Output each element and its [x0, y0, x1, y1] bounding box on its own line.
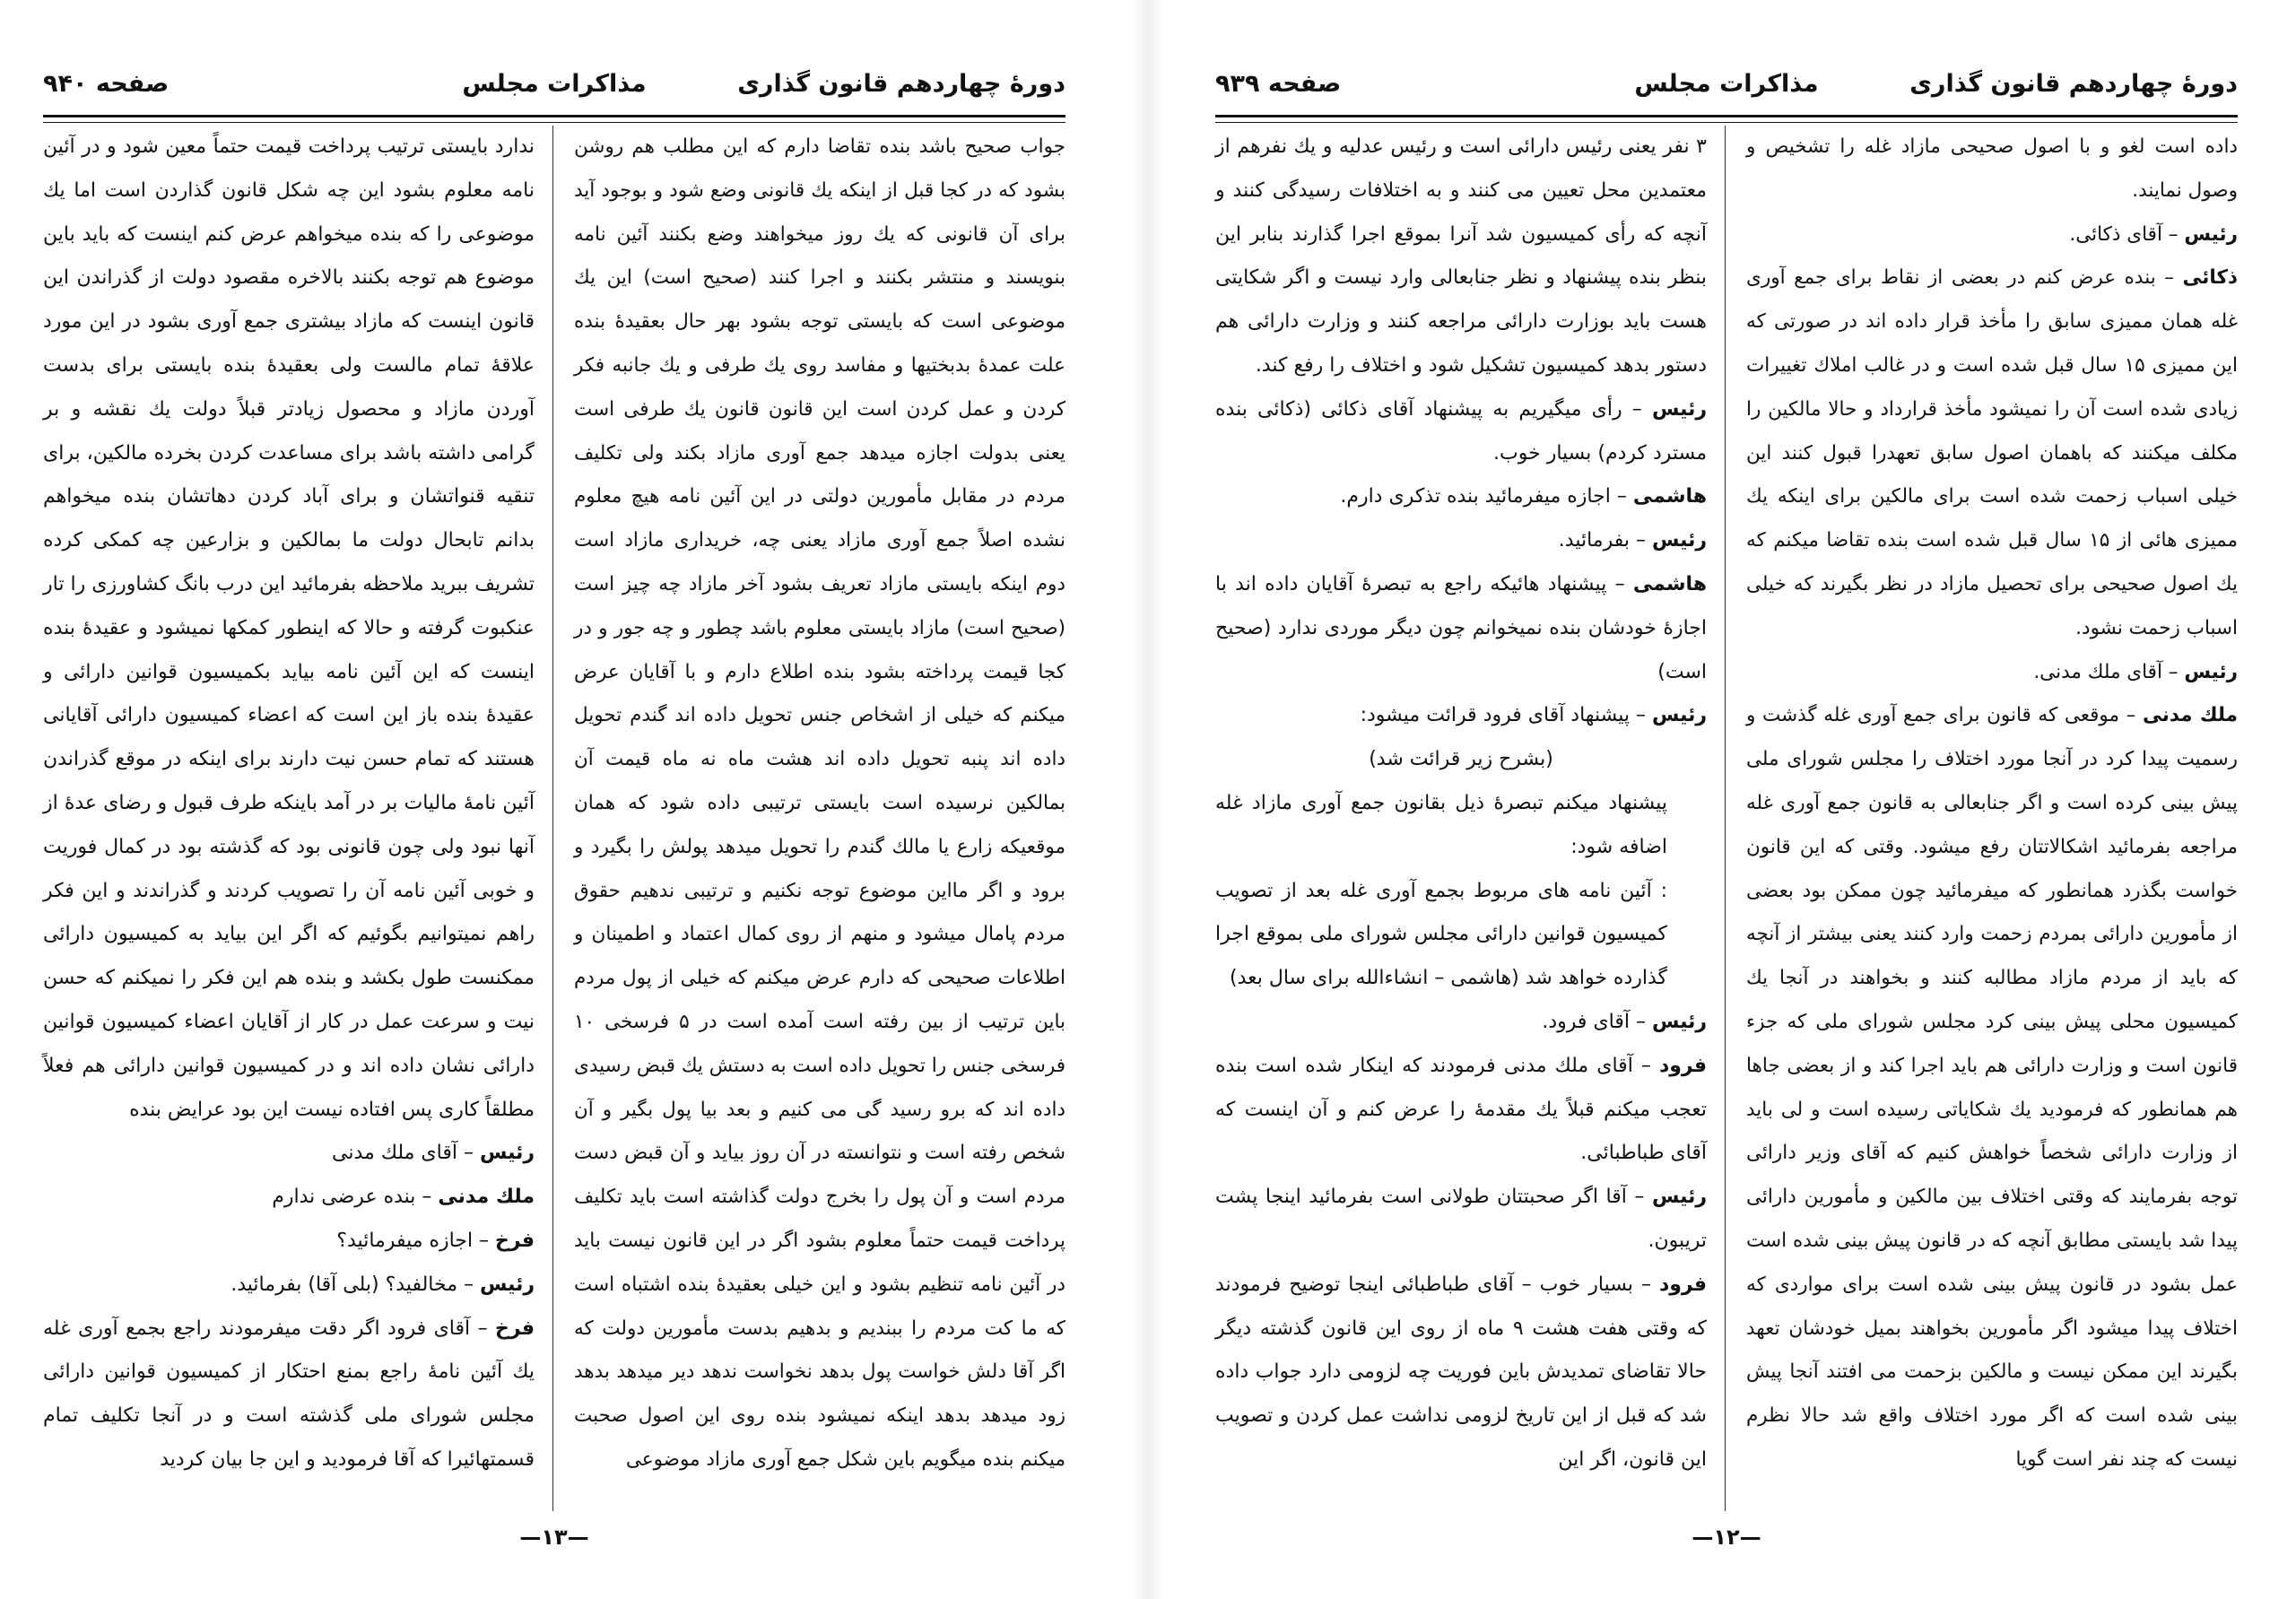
paragraph-text: – آقای ذکائی.: [2069, 222, 2179, 246]
paragraph-text: – آقای فرود.: [1542, 1010, 1646, 1033]
header-rule: [43, 115, 1065, 117]
paragraph-text: – آقای فرود اگر دقت میفرمودند راجع بجمع آوری غله یك آئین نامۀ راجع بمنع احتکار از کمیسیون قوانین دارائی مجلس شورای ملی گذشته است و در آنجا تکلیف تمام قسمتهائیرا که آقا فرمودید و این جا بیان کردید: [43, 1317, 535, 1471]
paragraph-text: – پیشنهاد هائیکه راجع به تبصرۀ آقایان داده اند با اجازۀ خودشان بنده نمیخوانم چون دیگر موردی ندارد (صحیح است): [1215, 572, 1707, 683]
speaker-name: رئیس: [479, 1273, 535, 1296]
header-rule-thin: [1215, 122, 2238, 123]
speaker-name: رئیس: [2184, 222, 2238, 246]
speaker-name: فرخ: [495, 1229, 535, 1252]
column-divider: [1725, 126, 1726, 1511]
speaker-name: هاشمی: [1632, 485, 1707, 508]
paragraph: [1215, 126, 1707, 388]
paragraph: [1215, 1264, 1707, 1482]
paragraph: [43, 1264, 535, 1308]
speaker-name: رئیس: [479, 1142, 535, 1165]
header-rule: [1215, 115, 2238, 117]
speaker-name: رئیس: [1651, 1010, 1707, 1033]
paragraph-text: ندارد بایستی ترتیب پرداخت قیمت حتماً معین شود و در آئین نامه معلوم بشود این چه شکل قانون گذاردن است اما یك موضوعی را که بنده میخواهم عرض کنم اینست که باید باین موضوع هم توجه بکنند بالاخره مقصود دولت از گذراندن این قانون اینست که مازاد بیشتری جمع آوری بشود در این مورد علاقۀ تمام مالست ولی بعقیدۀ بنده بایستی برای بدست آوردن مازاد و محصول زیادتر قبلاً دولت یك نقشه و بر گرامی داشته باشد برای مساعدت کردن بخرده مالکین، برای تنقیه قنواتشان و برای آباد کردن دهاتشان بنده میخواهم بدانم تابحال دولت ما بمالکین و بزارعین چه کمکی کرده تشریف ببرید ملاحظه بفرمائید این درب بانگ کشاورزی را تار عنکبوت گرفته و حالا که اینطور کمکها نمیشود و عقیدۀ بنده اینست که این آئین نامه بیاید بکمیسیون قوانین دارائی و عقیدۀ بنده باز این است که اعضاء کمیسیون دارائی آقایانی هستند که تمام حسن نیت دارند برای اینکه در موقع گذراندن آئین نامۀ مالیات بر در آمد باینکه طرف قبول و رضای عدۀ از آنها نبود ولی چون قانونی بود که گذشته بود در کمال فوریت و خوبی آئین نامه آن را تصویب کردند و گذراندند و این فکر راهم نمیتوانیم بگوئیم که اگر این بیاید به کمیسیون دارائی ممکنست طول بکشد و بنده هم این فکر را نمیکنم که حسن نیت و سرعت عمل در کار از آقایان اعضاء کمیسیون قوانین دارائی نشان داده اند و در کمیسیون قوانین دارائی هم فعلاً مطلقاً کاری پس افتاده نیست این بود عرایض بنده: [43, 135, 535, 1121]
paragraph-text: – مخالفید؟ (بلی آقا) بفرمائید.: [230, 1273, 474, 1296]
speaker-name: رئیس: [2184, 660, 2238, 683]
speaker-name: فرخ: [495, 1317, 535, 1340]
folio-number: —۱۳—: [519, 1525, 589, 1550]
paragraph: [1215, 1001, 1707, 1045]
paragraph: [1215, 475, 1707, 519]
paragraph-text: – بسیار خوب – آقای طباطبائی اینجا توضیح فرمودند که وقتی هفت هشت ۹ ماه از روی این قانون گذشته دیگر حالا تقاضای تمدیدش باین فوریت چه لزومی دارد جواب داده شد که قبل از این تاریخ لزومی نداشت عمل کردن و تصویب این قانون، اگر این: [1215, 1273, 1707, 1471]
page-header: [43, 70, 1065, 129]
paragraph-text: – بنده عرضی ندارم: [272, 1186, 432, 1209]
paragraph: [574, 126, 1065, 1482]
header-rule-thin: [43, 122, 1065, 123]
text-column-right: [1746, 126, 2238, 1511]
paragraph-text: – اجازه میفرمائید بنده تذکری دارم.: [1340, 485, 1627, 508]
book-gutter: [1133, 0, 1163, 1599]
paragraph-text: – آقا اگر صحبتتان طولانی است بفرمائید اینجا پشت تریبون.: [1215, 1186, 1707, 1252]
paragraph: [1215, 870, 1707, 1001]
header-session: دورۀ چهاردهم قانون گذاری: [1909, 70, 2238, 98]
column-divider: [552, 126, 553, 1511]
page-940: [43, 54, 1065, 1578]
paragraph: [1746, 213, 2238, 257]
paragraph: [43, 1176, 535, 1220]
folio-number: —۱۲—: [1692, 1525, 1761, 1550]
paragraph: [1215, 388, 1707, 476]
paragraph-text: : آئین نامه های مربوط بجمع آوری غله بعد از تصویب کمیسیون قوانین دارائی مجلس شورای ملی بموقع اجرا گذارده خواهد شد (هاشمی – انشاءالله برای سال بعد): [1215, 879, 1667, 990]
page-939: [1215, 54, 2238, 1578]
paragraph: [1215, 738, 1707, 782]
paragraph: [1215, 782, 1707, 870]
paragraph: [43, 126, 535, 1132]
speaker-name: ذکائی: [2182, 266, 2238, 290]
speaker-name: رئیس: [1651, 397, 1707, 421]
paragraph: [43, 1308, 535, 1482]
text-column-left: [1215, 126, 1707, 1511]
paragraph-text: – پیشنهاد آقای فرود قرائت میشود:: [1360, 704, 1646, 727]
paragraph: [1746, 256, 2238, 650]
header-title: مذاکرات مجلس: [462, 70, 647, 98]
paragraph: [1215, 694, 1707, 738]
speaker-name: رئیس: [1651, 529, 1707, 552]
paragraph-text: – آقای ملك مدنی فرمودند که اینکار شده است بنده تعجب میکنم قبلاً یك مقدمۀ را عرض کنم و آن اینست که آقای طباطبائی.: [1215, 1054, 1707, 1165]
paragraph: [1746, 651, 2238, 695]
speaker-name: فرود: [1658, 1273, 1707, 1296]
paragraph-text: پیشنهاد میکنم تبصرۀ ذیل بقانون جمع آوری مازاد غله اضافه شود:: [1215, 791, 1667, 858]
paragraph-text: – اجازه میفرمائید؟: [336, 1229, 490, 1252]
paragraph-text: جواب صحیح باشد بنده تقاضا دارم که این مطلب هم روشن بشود که در کجا قبل از اینکه یك قانونی وضع شود و بوجود آید برای آن قانونی که یك روز میخواهند وضع بکنند آئین نامه بنویسند و منتشر بکنند و اجرا کنند (صحیح است) این یك موضوعی است که بایستی توجه بشود بهر حال بعقیدۀ بنده علت عمدۀ بدبختیها و مفاسد روی یك طرفی و یك جانبه فکر کردن و عمل کردن است این قانون قانون یك طرفی است یعنی بدولت اجازه میدهد جمع آوری مازاد بکند ولی تکلیف مردم در مقابل مأمورین دولتی در این آئین نامه هیچ معلوم نشده اصلاً جمع آوری مازاد یعنی چه، خریداری مازاد است دوم اینکه بایستی مازاد تعریف بشود آخر مازاد چه چیز است (صحیح است) مازاد بایستی معلوم باشد چطور و چه جور و در کجا قیمت پرداخته بشود بنده اطلاع دارم و با آقایان عرض میکنم که خیلی از اشخاص جنس تحویل داده اند گندم تحویل داده اند پنبه تحویل داده اند هشت ماه نه ماه قیمت آن بمالکین نرسیده است بایستی ترتیبی داده شود که همان موقعیکه زارع یا مالك گندم را تحویل میدهد پولش را بگیرد و برود و اگر مااین موضوع توجه نکنیم و ترتیبی ندهیم حقوق مردم پامال میشود و منهم از روی کمال اعتماد و اطمینان و اطلاعات صحیحی که دارم عرض میکنم که خیلی از پول مردم باین ترتیب از بین رفته است آمده است در ۵ فرسخی ۱۰ فرسخی جنس را تحویل داده است به دستش یك قبض رسیدی داده اند که برو رسید گی می کنیم و بعد بیا پول بگیر و آن شخص رفته است و نتوانسته در آن روز بیاید و آن قبض دست مردم است و آن پول را بخرج دولت گذاشته است باید تکلیف پرداخت قیمت حتماً معلوم بشود اگر در این قانون نیست باید در آئین نامه تنظیم بشود و این خیلی بعقیدۀ بنده اشتباه است که ما کت مردم را ببندیم و بدهیم بدست مأمورین دولت که اگر آقا دلش خواست پول بدهد نخواست ندهد دیر میدهد بدهد زود میدهد بدهد اینکه نمیشود بنده روی این اصول صحبت میکنم بنده میگویم باین شکل جمع آوری مازاد موضوعی: [574, 135, 1065, 1471]
paragraph: [1215, 519, 1707, 563]
page-header: [1215, 70, 2238, 129]
speaker-name: فرود: [1658, 1054, 1707, 1077]
text-column-right: [574, 126, 1065, 1511]
paragraph: [1215, 1176, 1707, 1264]
paragraph-text: (بشرح زیر قرائت شد): [1369, 748, 1553, 771]
speaker-name: هاشمی: [1632, 572, 1707, 595]
paragraph-text: – بنده عرض کنم در بعضی از نقاط برای جمع آوری غله همان ممیزی سابق را مأخذ قرار داده اند در صورتی که این ممیزی ۱۵ سال قبل شده است و در غالب املاك تغییرات زیادی شده است آن را نمیشود مأخذ قرارداد و حالا مالکین را مکلف میکنند که باهمان اصول سابق تعهدرا قبول کنند این خیلی اسباب زحمت شده است برای مالکین برای اینکه یك ممیزی هائی از ۱۵ سال قبل شده است بنده تقاضا میکنم که یك اصول صحیحی برای تحصیل مازاد در نظر بگیرند که خیلی اسباب زحمت نشود.: [1746, 266, 2239, 639]
speaker-name: ملك مدنی: [438, 1186, 535, 1209]
paragraph-text: – رأی میگیریم به پیشنهاد آقای ذکائی (ذکائی بنده مسترد کردم) بسیار خوب.: [1215, 397, 1707, 465]
paragraph: [1746, 694, 2238, 1482]
paragraph-text: – آقای ملك مدنی.: [2033, 660, 2179, 683]
paragraph-text: – بفرمائید.: [1558, 529, 1646, 552]
speaker-name: رئیس: [1651, 1186, 1707, 1209]
text-column-left: [43, 126, 535, 1511]
paragraph: [43, 1220, 535, 1264]
paragraph: [43, 1132, 535, 1176]
header-session: دورۀ چهاردهم قانون گذاری: [737, 70, 1065, 98]
header-title: مذاکرات مجلس: [1634, 70, 1819, 98]
paragraph: [1215, 1045, 1707, 1176]
paragraph: [1746, 126, 2238, 213]
header-page-number: صفحه ۹۴۰: [43, 70, 170, 98]
paragraph: [1215, 563, 1707, 694]
paragraph-text: داده است لغو و با اصول صحیحی مازاد غله را تشخیص و وصول نمایند.: [1746, 135, 2238, 202]
header-page-number: صفحه ۹۳۹: [1215, 70, 1342, 98]
paragraph-text: – موقعی که قانون برای جمع آوری غله گذشت و رسمیت پیدا کرد در آنجا مورد اختلاف را مجلس شورای ملی پیش بینی کرده است و اگر جنابعالی به قانون جمع آوری غله مراجعه بفرمائید اشکالاتتان رفع میشود. وقتی که این قانون خواست بگذرد همانطور که میفرمائید چون ممکن بود بعضی از مأمورین دارائی بمردم زحمت وارد کنند یعنی بیشتر از آنچه که باید از مردم مازاد مطالبه کنند و بخواهند در آنجا یك کمیسیون محلی پیش بینی کرد مجلس شورای ملی که جزء قانون است و وزارت دارائی هم باید اجرا کند و از بعضی جاها هم همانطور که فرمودید یك شکایاتی رسیده است و لی باید از وزارت دارائی شخصاً خواهش کنیم که آقای وزیر دارائی توجه بفرمایند که وقتی اختلاف بین مالکین و مأمورین دارائی پیدا شد بایستی مطابق آنچه که در قانون پیش بینی شده است عمل بشود در قانون پیش بینی شده است برای مواردی که اختلاف پیدا میشود اگر مأمورین بخواهند بمیل خودشان تعهد بگیرند این ممکن نیست و مالکین بزحمت می افتند آنجا پیش بینی شده است که اگر مورد اختلاف واقع شد حالا نظرم نیست که چند نفر است گویا: [1746, 704, 2238, 1471]
speaker-name: ملك مدنی: [2143, 704, 2238, 727]
paragraph-text: – آقای ملك مدنی: [332, 1142, 474, 1165]
speaker-name: رئیس: [1651, 704, 1707, 727]
paragraph-text: ۳ نفر یعنی رئیس دارائی است و رئیس عدلیه و یك نفرهم از معتمدین محل تعیین می کنند و به اختلافات رسیدگی کنند و آنچه که رأی کمیسیون شد آنرا بموقع اجرا گذارند بنابر این بنظر بنده پیشنهاد و نظر جنابعالی وارد نیست و اگر شکایتی هست باید بوزارت دارائی مراجعه کنند و وزارت دارائی هم دستور بدهد کمیسیون تشکیل شود و اختلاف را رفع کند.: [1215, 135, 1707, 377]
